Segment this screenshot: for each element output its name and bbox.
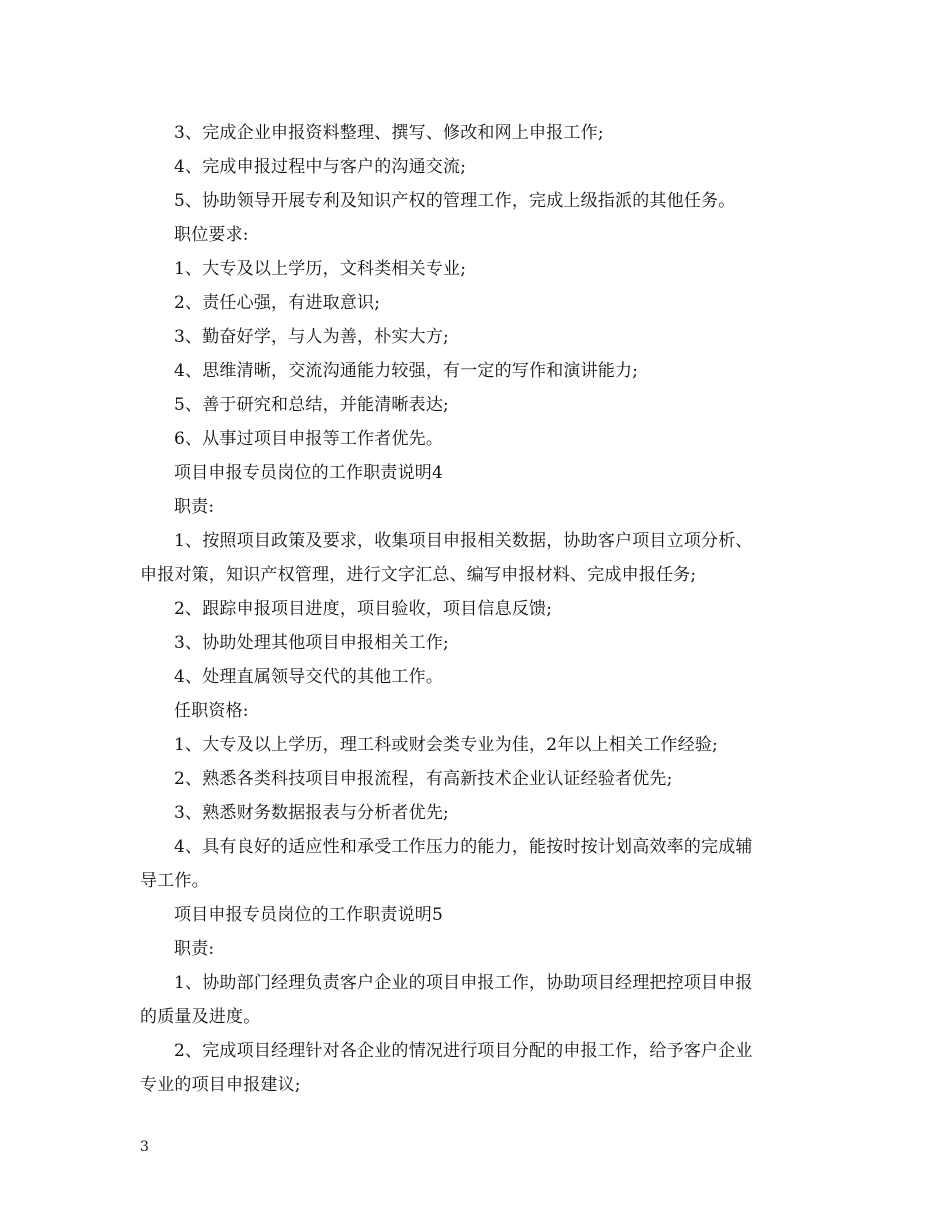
section-title-4: 项目申报专员岗位的工作职责说明4 <box>174 463 444 483</box>
duty-item-3b: 3、协助处理其他项目申报相关工作; <box>174 633 449 653</box>
document-body <box>140 116 820 1102</box>
duty-item-2: 2、跟踪申报项目进度，项目验收，项目信息反馈; <box>174 599 553 619</box>
requirement-item-4: 4、思维清晰，交流沟通能力较强，有一定的写作和演讲能力; <box>174 361 639 381</box>
duty-item-4b: 4、处理直属领导交代的其他工作。 <box>174 667 444 687</box>
duty-item-1-line-2: 申报对策，知识产权管理，进行文字汇总、编写申报材料、完成申报任务; <box>140 565 697 585</box>
duty-item-1c-line-1: 1、协助部门经理负责客户企业的项目申报工作，协助项目经理把控项目申报 <box>174 973 753 993</box>
section-heading-duties-5: 职责: <box>174 939 215 959</box>
page-number: 3 <box>140 1139 149 1155</box>
duty-item-3: 3、完成企业申报资料整理、撰写、修改和网上申报工作; <box>174 123 604 143</box>
duty-item-1c-line-2: 的质量及进度。 <box>140 1007 261 1027</box>
duty-item-5: 5、协助领导开展专利及知识产权的管理工作，完成上级指派的其他任务。 <box>174 191 736 211</box>
section-heading-duties: 职责: <box>174 497 215 517</box>
duty-item-2c-line-1: 2、完成项目经理针对各企业的情况进行项目分配的申报工作，给予客户企业 <box>174 1041 753 1061</box>
section-heading-qualifications: 任职资格: <box>174 701 249 721</box>
qualification-item-4-line-2: 导工作。 <box>140 871 209 891</box>
requirement-item-3: 3、勤奋好学，与人为善，朴实大方; <box>174 327 449 347</box>
requirement-item-5: 5、善于研究和总结，并能清晰表达; <box>174 395 449 415</box>
section-heading-requirements: 职位要求: <box>174 225 249 245</box>
requirement-item-1: 1、大专及以上学历，文科类相关专业; <box>174 259 467 279</box>
qualification-item-4-line-1: 4、具有良好的适应性和承受工作压力的能力，能按时按计划高效率的完成辅 <box>174 837 753 857</box>
qualification-item-2: 2、熟悉各类科技项目申报流程，有高新技术企业认证经验者优先; <box>174 769 673 789</box>
duty-item-1-line-1: 1、按照项目政策及要求，收集项目申报相关数据，协助客户项目立项分析、 <box>174 531 753 551</box>
qualification-item-1: 1、大专及以上学历，理工科或财会类专业为佳，2年以上相关工作经验; <box>174 735 718 755</box>
requirement-item-2: 2、责任心强，有进取意识; <box>174 293 381 313</box>
duty-item-2c-line-2: 专业的项目申报建议; <box>140 1075 301 1095</box>
duty-item-4: 4、完成申报过程中与客户的沟通交流; <box>174 157 467 177</box>
requirement-item-6: 6、从事过项目申报等工作者优先。 <box>174 429 444 449</box>
section-title-5: 项目申报专员岗位的工作职责说明5 <box>174 905 444 925</box>
qualification-item-3: 3、熟悉财务数据报表与分析者优先; <box>174 803 449 823</box>
